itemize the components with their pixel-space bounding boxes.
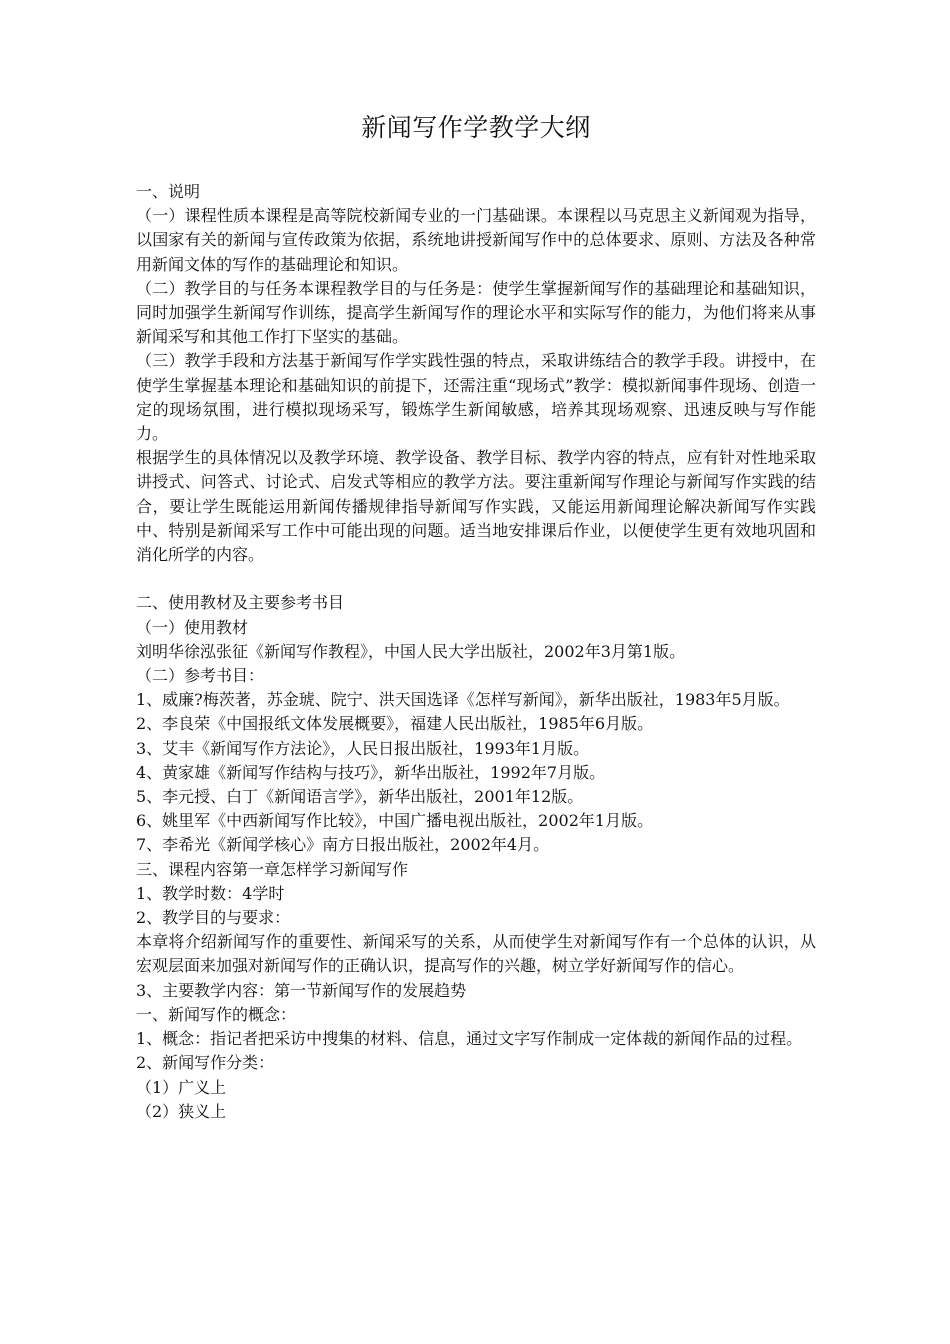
- subsection-heading: （一）使用教材: [136, 617, 249, 637]
- document-body: [136, 180, 816, 1124]
- list-item: （2）狭义上: [136, 1101, 227, 1121]
- reference-item: 6、姚里军《中西新闻写作比较》，中国广播电视出版社，2002年1月版。: [136, 811, 654, 831]
- paragraph: 2、教学目的与要求：: [136, 908, 291, 928]
- paragraph: 1、教学时数：4学时: [136, 883, 285, 903]
- reference-item: 7、李希光《新闻学核心》南方日报出版社，2002年4月。: [136, 835, 550, 855]
- paragraph: 本章将介绍新闻写作的重要性、新闻采写的关系，从而使学生对新闻写作有一个总体的认识，从宏观层面来加强对新闻写作的正确认识，提高写作的兴趣，树立学好新闻写作的信心。: [136, 932, 816, 976]
- paragraph: （一）课程性质本课程是高等院校新闻专业的一门基础课。本课程以马克思主义新闻观为指导，以国家有关的新闻与宣传政策为依据，系统地讲授新闻写作中的总体要求、原则、方法及各种常用新闻文体的写作的基础理论和知识。: [136, 206, 816, 274]
- reference-item: 1、威廉?梅茨著，苏金琥、院宁、洪天国选译《怎样写新闻》，新华出版社，1983年5月版。: [136, 690, 790, 710]
- reference-item: 4、黄家雄《新闻写作结构与技巧》，新华出版社，1992年7月版。: [136, 762, 606, 782]
- paragraph: （三）教学手段和方法基于新闻写作学实践性强的特点，采取讲练结合的教学手段。讲授中，在使学生掌握基本理论和基础知识的前提下，还需注重“现场式”教学：模拟新闻事件现场、创造一定的现场氛围，进行模拟现场采写，锻炼学生新闻敏感，培养其现场观察、迅速反映与写作能力。: [136, 351, 816, 444]
- document-title: 新闻写作学教学大纲: [361, 113, 591, 142]
- reference-item: 2、李良荣《中国报纸文体发展概要》，福建人民出版社，1985年6月版。: [136, 714, 654, 734]
- section-heading: 二、使用教材及主要参考书目: [136, 593, 345, 613]
- paragraph: 一、新闻写作的概念：: [136, 1004, 297, 1024]
- reference-item: 5、李元授、白丁《新闻语言学》，新华出版社，2001年12版。: [136, 787, 584, 807]
- paragraph: 刘明华徐泓张征《新闻写作教程》，中国人民大学出版社，2002年3月第1版。: [136, 641, 686, 661]
- list-item: （1）广义上: [136, 1077, 227, 1097]
- paragraph: （二）教学目的与任务本课程教学目的与任务是：使学生掌握新闻写作的基础理论和基础知识，同时加强学生新闻写作训练，提高学生新闻写作的理论水平和实际写作的能力，为他们将来从事新闻采写和其他工作打下坚实的基础。: [136, 278, 816, 347]
- section-heading: 三、课程内容第一章怎样学习新闻写作: [136, 859, 409, 879]
- reference-item: 3、艾丰《新闻写作方法论》，人民日报出版社，1993年1月版。: [136, 738, 590, 758]
- section-heading: 一、说明: [136, 182, 201, 201]
- paragraph: 1、概念：指记者把采访中搜集的材料、信息，通过文字写作制成一定体裁的新闻作品的过程。: [136, 1029, 803, 1049]
- paragraph-spacer: [136, 567, 816, 591]
- subsection-heading: （二）参考书目：: [136, 666, 265, 686]
- paragraph: 根据学生的具体情况以及教学环境、教学设备、教学目标、教学内容的特点，应有针对性地采取讲授式、问答式、讨论式、启发式等相应的教学方法。要注重新闻写作理论与新闻写作实践的结合，要让学生既能运用新闻传播规律指导新闻写作实践，又能运用新闻理论解决新闻写作实践中、特别是新闻采写工作中可能出现的问题。适当地安排课后作业，以便使学生更有效地巩固和消化所学的内容。: [136, 448, 816, 565]
- paragraph: 2、新闻写作分类：: [136, 1053, 275, 1073]
- paragraph: 3、主要教学内容：第一节新闻写作的发展趋势: [136, 980, 467, 1000]
